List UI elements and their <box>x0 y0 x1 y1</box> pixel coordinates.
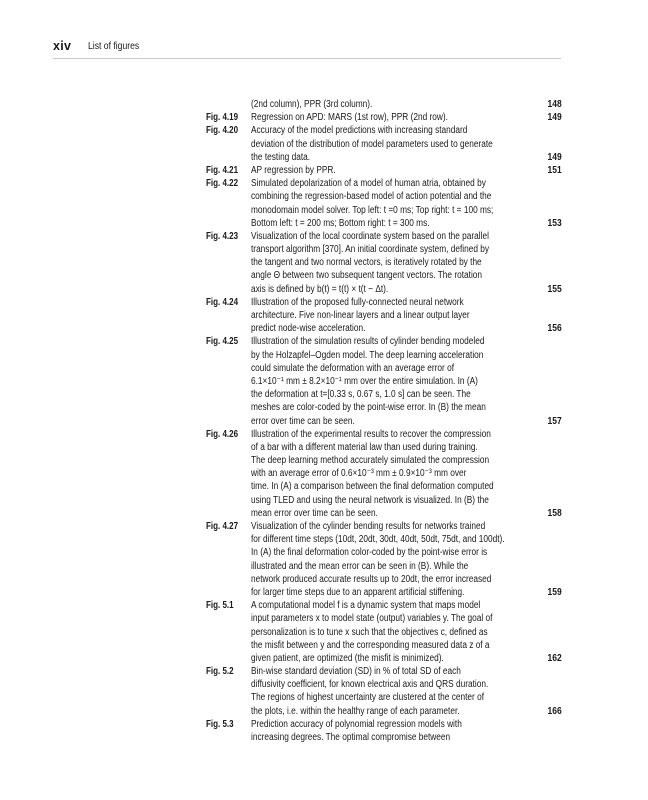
caption-line: In (A) the final deformation color-coded by the point-wise error is <box>251 547 488 559</box>
figure-caption <box>251 428 541 520</box>
page-number: xiv <box>53 39 72 53</box>
caption-line: deviation of the distribution of model parameters used to generate <box>251 138 493 150</box>
figure-entry <box>206 124 562 164</box>
caption-line: error over time can be seen. <box>251 415 355 427</box>
caption-line: 6.1×10⁻¹ mm ± 8.2×10⁻¹ mm over the entire simulation. In (A) <box>251 375 478 387</box>
figure-label: Fig. 4.20 <box>206 125 239 137</box>
caption-line: combining the regression-based model of action potential and the <box>251 191 492 203</box>
caption-line: personalization is to tune x such that the objectives c, defined as <box>251 626 488 638</box>
figure-entry <box>206 230 562 296</box>
caption-line: diffusivity coefficient, for known electrical axis and QRS duration. <box>251 679 489 691</box>
figure-entry <box>206 98 562 111</box>
figure-label: Fig. 4.22 <box>206 178 239 190</box>
caption-line: Visualization of the local coordinate system based on the parallel <box>251 230 489 242</box>
figure-entry <box>206 335 562 427</box>
page-reference[interactable]: 156 <box>547 323 562 335</box>
caption-line: (2nd column), PPR (3rd column). <box>251 99 373 110</box>
caption-line: the tangent and two normal vectors, is iteratively rotated by the <box>251 257 482 269</box>
figure-caption <box>251 599 541 665</box>
figure-entry <box>206 599 562 665</box>
caption-line: Simulated depolarization of a model of human atria, obtained by <box>251 178 486 190</box>
caption-line: increasing degrees. The optimal compromise between <box>251 732 451 743</box>
caption-line: of a bar with a different material law than used during training. <box>251 441 478 453</box>
caption-line: Regression on APD: MARS (1st row), PPR (2nd row). <box>251 112 448 124</box>
figure-caption <box>251 164 541 177</box>
caption-line: for different time steps (10dt, 20dt, 30dt, 40dt, 50dt, 75dt, and 100dt). <box>251 534 505 546</box>
caption-line: predict node-wise acceleration. <box>251 323 366 335</box>
figure-caption <box>251 520 541 599</box>
figure-label: Fig. 4.27 <box>206 521 239 532</box>
caption-line: Prediction accuracy of polynomial regression models with <box>251 718 462 730</box>
page-reference[interactable]: 149 <box>547 112 562 124</box>
figure-label: Fig. 4.23 <box>206 230 239 242</box>
figure-entry <box>206 428 562 520</box>
page-reference[interactable]: 157 <box>547 415 562 427</box>
caption-line: the misfit between y and the corresponding measured data z of a <box>251 639 490 651</box>
caption-line: Illustration of the proposed fully-connected neural network <box>251 296 464 308</box>
figure-entry <box>206 665 562 718</box>
caption-line: illustrated and the mean error can be seen in (B). While the <box>251 560 469 572</box>
figure-label: Fig. 4.21 <box>206 164 239 176</box>
caption-line: angle Θ between two subsequent tangent vectors. The rotation <box>251 270 483 282</box>
page-reference[interactable]: 162 <box>547 652 562 664</box>
figure-caption <box>251 111 541 124</box>
caption-line: the plots, i.e. within the healthy range of each parameter. <box>251 705 460 717</box>
page-reference[interactable]: 153 <box>547 217 562 229</box>
caption-line: mean error over time can be seen. <box>251 507 378 519</box>
figure-entry <box>206 111 562 124</box>
figure-label: Fig. 4.24 <box>206 296 239 308</box>
figure-entry <box>206 164 562 177</box>
page-reference[interactable]: 155 <box>547 283 562 295</box>
page-reference[interactable]: 158 <box>547 507 562 519</box>
caption-line: Accuracy of the model predictions with increasing standard <box>251 125 468 137</box>
running-title: List of figures <box>88 40 140 52</box>
page-reference[interactable]: 159 <box>547 587 562 598</box>
page-reference[interactable]: 148 <box>547 99 562 110</box>
figure-caption <box>251 177 541 230</box>
page-reference[interactable]: 166 <box>547 705 562 717</box>
figure-caption <box>251 335 541 427</box>
caption-line: by the Holzapfel–Ogden model. The deep learning acceleration <box>251 349 484 361</box>
caption-line: with an average error of 0.6×10⁻³ mm ± 0.9×10⁻³ mm over <box>251 468 467 480</box>
figure-caption <box>251 718 541 744</box>
figure-caption <box>251 665 541 718</box>
caption-line: given patient, are optimized (the misfit is minimized). <box>251 652 444 664</box>
caption-line: The deep learning method accurately simulated the compression <box>251 455 490 467</box>
figure-label: Fig. 4.25 <box>206 336 239 348</box>
figure-entry <box>206 520 562 599</box>
caption-line: the testing data. <box>251 151 311 163</box>
caption-line: the deformation at t=[0.33 s, 0.67 s, 1.0 s] can be seen. The <box>251 389 471 401</box>
caption-line: transport algorithm [370]. An initial coordinate system, defined by <box>251 244 490 256</box>
caption-line: Bottom left: t = 200 ms; Bottom right: t = 300 ms. <box>251 217 430 229</box>
caption-line: architecture. Five non-linear layers and a linear output layer <box>251 310 470 321</box>
figure-label: Fig. 4.26 <box>206 428 239 440</box>
caption-line: for larger time steps due to an apparent artificial stiffening. <box>251 586 465 598</box>
figure-list <box>206 98 562 744</box>
caption-line: network produced accurate results up to 20dt, the error increased <box>251 573 492 585</box>
caption-line: Bin-wise standard deviation (SD) in % of total SD of each <box>251 666 461 678</box>
caption-line: time. In (A) a comparison between the final deformation computed <box>251 481 494 493</box>
figure-label: Fig. 5.2 <box>206 666 234 678</box>
figure-entry <box>206 296 562 336</box>
running-header <box>53 38 561 59</box>
figure-entry <box>206 177 562 230</box>
caption-line: Illustration of the simulation results of cylinder bending modeled <box>251 336 485 348</box>
figure-label: Fig. 5.1 <box>206 600 234 612</box>
caption-line: Visualization of the cylinder bending results for networks trained <box>251 521 486 532</box>
figure-caption <box>251 98 541 111</box>
page-reference[interactable]: 149 <box>547 151 562 163</box>
caption-line: could simulate the deformation with an average error of <box>251 362 454 374</box>
caption-line: A computational model f is a dynamic system that maps model <box>251 600 481 612</box>
caption-line: Illustration of the experimental results to recover the compression <box>251 428 491 440</box>
figure-label: Fig. 5.3 <box>206 718 234 730</box>
caption-line: monodomain model solver. Top left: t =0 ms; Top right: t = 100 ms; <box>251 204 494 216</box>
figure-caption <box>251 124 541 164</box>
caption-line: axis is defined by b(t) = t(t) × t(t − Δt). <box>251 283 389 295</box>
page-reference[interactable]: 151 <box>547 164 562 176</box>
caption-line: using TLED and using the neural network is visualized. In (B) the <box>251 494 489 506</box>
caption-line: input parameters x to model state (output) variables y. The goal of <box>251 613 493 625</box>
figure-caption <box>251 296 541 336</box>
caption-line: The regions of highest uncertainty are clustered at the center of <box>251 692 484 704</box>
figure-entry <box>206 718 562 744</box>
caption-line: AP regression by PPR. <box>251 164 336 176</box>
caption-line: meshes are color-coded by the point-wise error. In (B) the mean <box>251 402 486 414</box>
figure-label: Fig. 4.19 <box>206 112 239 124</box>
figure-caption <box>251 230 541 296</box>
